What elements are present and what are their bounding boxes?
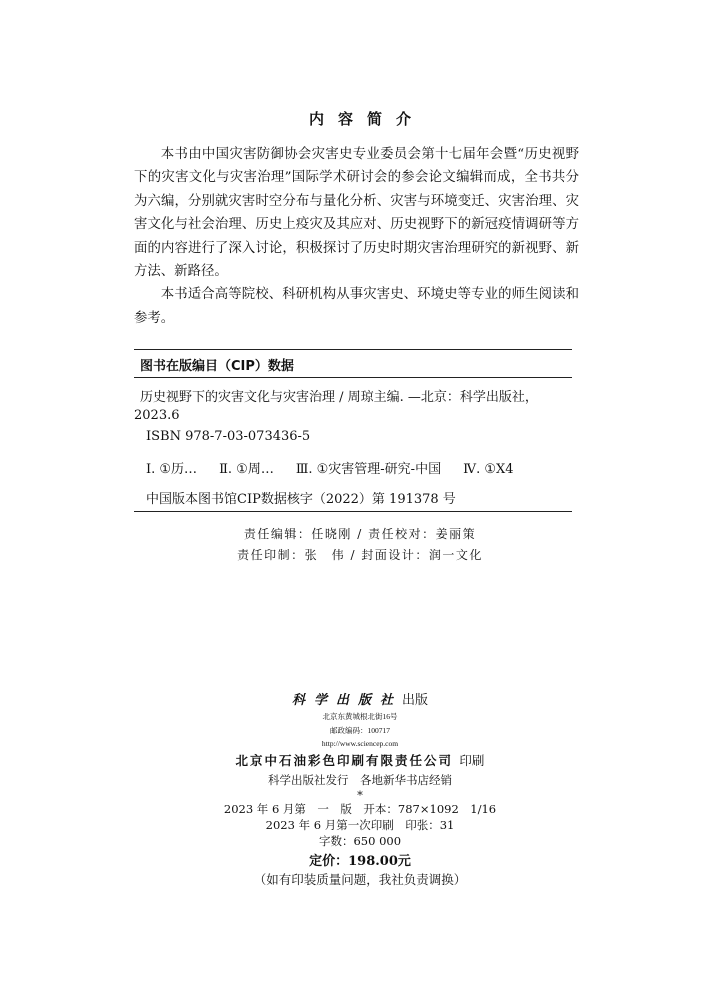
edition-line: 2023 年 6 月第 一 版 开本：787×1092 1/16 [223,802,497,816]
cip-subject: Ⅱ. ①周… [219,462,274,477]
production-credits: 责任印制：张 伟 / 封面设计：润一文化 [237,548,483,562]
publisher-address: 北京东黄城根北街16号 [322,712,398,721]
publisher-suffix: 出版 [402,693,429,708]
printer-suffix: 印刷 [459,753,485,768]
publisher-url: http://www.sciencep.com [321,739,399,748]
cip-subject: Ⅲ. ①灾害管理-研究-中国 [295,462,442,477]
cip-isbn: ISBN 978-7-03-073436-5 [146,429,311,444]
quality-notice: （如有印装质量问题，我社负责调换） [253,872,467,887]
cip-heading-rule [134,377,572,378]
cip-subject-classification [146,458,578,477]
cip-entry-date: 2023.6 [134,408,180,423]
printing-line: 2023 年 6 月第一次印刷 印张：31 [265,818,455,832]
cip-subject: Ⅳ. ①X4 [463,462,514,477]
editor-credits: 责任编辑：任晓刚 / 责任校对：姜丽策 [243,527,477,541]
intro-paragraph: 本书适合高等院校、科研机构从事灾害史、环境史等专业的师生阅读和参考。 [134,287,579,326]
printer-line [0,751,720,769]
price: 定价：198.00元 [309,854,411,869]
publisher-name: 科学出版社 [291,693,402,708]
printer-name: 北京中石油彩色印刷有限责任公司 [235,753,454,768]
distribution-line: 科学出版社发行 各地新华书店经销 [268,773,452,787]
cip-bottom-rule [134,511,572,512]
page-title: 内容简介 [308,110,425,128]
word-count: 字数：650 000 [318,834,402,848]
publisher-postcode: 邮政编码：100717 [330,726,390,735]
cip-subject: Ⅰ. ①历… [146,462,198,477]
cip-heading: 图书在版编目（CIP）数据 [140,359,294,374]
cip-entry-line: 历史视野下的灾害文化与灾害治理 / 周琼主编. —北京：科学出版社， [140,390,538,405]
publisher-logo [0,689,720,708]
cip-top-rule [134,349,572,350]
intro-paragraph: 本书由中国灾害防御协会灾害史专业委员会第十七届年会暨“历史视野下的灾害文化与灾害治理”国际学术研讨会的参会论文编辑而成，全书共分为六编，分别就灾害时空分布与量化分析、灾害与环境变迁、灾害治理、灾害文化与社会治理、历史上疫灾及其应对、历史视野下的新冠疫情调研等方面的内容进行了深入讨论，积极探讨了历史时期灾害治理研究的新视野、新方法、新路径。 [134,147,579,280]
book-introduction [134,143,579,330]
separator-star: * [357,788,363,802]
cip-record-number: 中国版本图书馆CIP数据核字（2022）第 191378 号 [146,492,456,507]
